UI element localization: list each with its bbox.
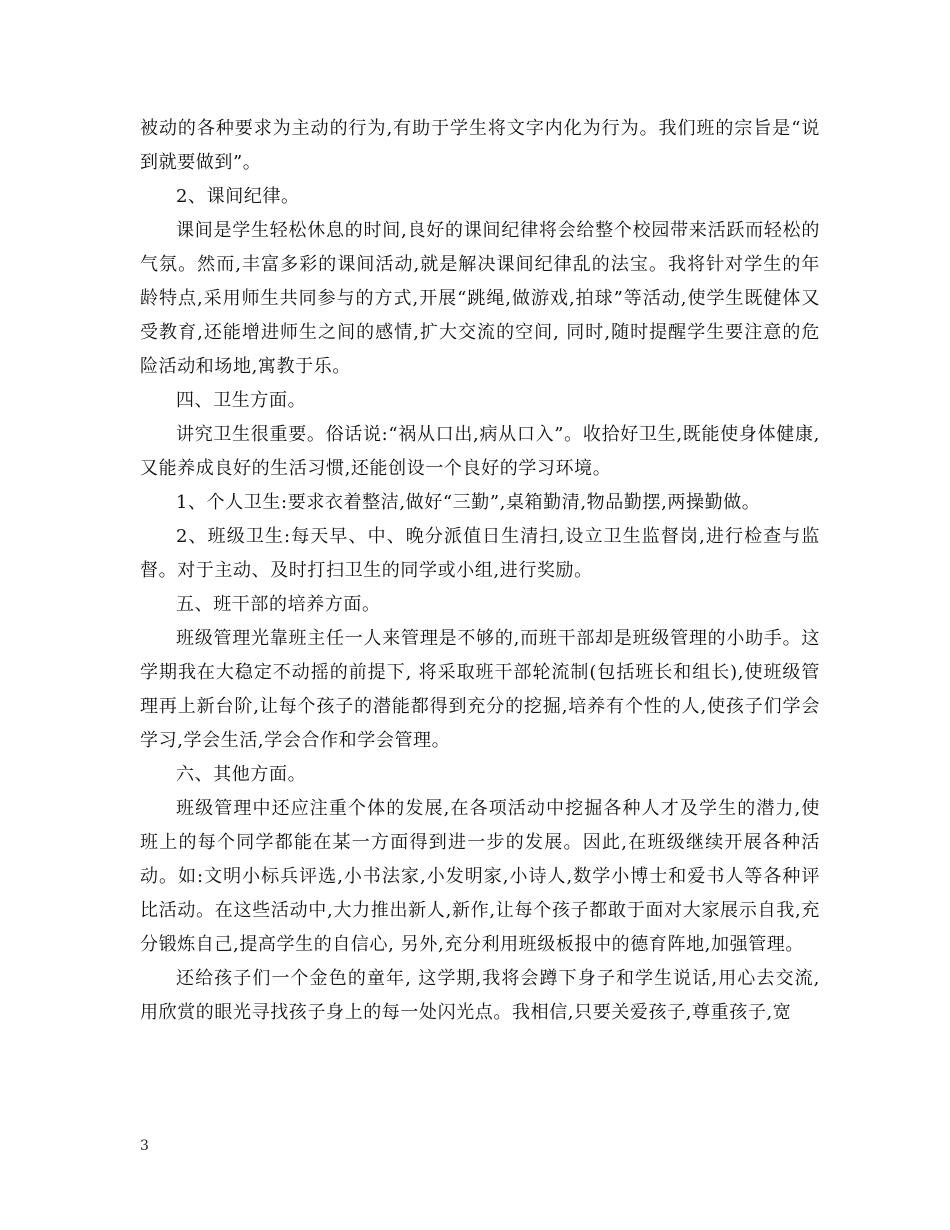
paragraph: 1、个人卫生:要求衣着整洁,做好“三勤”,桌箱勤清,物品勤摆,两操勤做。 xyxy=(176,492,761,513)
body-text xyxy=(140,112,820,1030)
paragraph: 讲究卫生很重要。俗话说:“祸从口出,病从口入”。收拾好卫生,既能使身体健康,又能养成良好的生活习惯,还能创设一个良好的学习环境。 xyxy=(140,424,820,479)
paragraph: 还给孩子们一个金色的童年, 这学期,我将会蹲下身子和学生说话,用心去交流,用欣赏的眼光寻找孩子身上的每一处闪光点。我相信,只要关爱孩子,尊重孩子,宽 xyxy=(140,968,820,1023)
section-heading: 六、其他方面。 xyxy=(176,764,307,785)
paragraph: 2、班级卫生:每天早、中、晚分派值日生清扫,设立卫生监督岗,进行检查与监督。对于主动、及时打扫卫生的同学或小组,进行奖励。 xyxy=(140,526,820,581)
section-heading: 五、班干部的培养方面。 xyxy=(176,594,381,615)
section-heading: 四、卫生方面。 xyxy=(176,390,307,411)
paragraph: 班级管理光靠班主任一人来管理是不够的,而班干部却是班级管理的小助手。这学期我在大稳定不动摇的前提下, 将采取班干部轮流制(包括班长和组长),使班级管理再上新台阶,让每个孩子的潜能都得到充分的挖掘,培养有个性的人,使孩子们学会学习,学会生活,学会合作和学会管理。 xyxy=(140,628,820,751)
paragraph: 班级管理中还应注重个体的发展,在各项活动中挖掘各种人才及学生的潜力,使班上的每个同学都能在某一方面得到进一步的发展。因此,在班级继续开展各种活动。如:文明小标兵评选,小书法家,小发明家,小诗人,数学小博士和爱书人等各种评比活动。在这些活动中,大力推出新人,新作,让每个孩子都敢于面对大家展示自我,充分锻炼自己,提高学生的自信心, 另外,充分利用班级板报中的德育阵地,加强管理。 xyxy=(140,798,820,955)
paragraph: 课间是学生轻松休息的时间,良好的课间纪律将会给整个校园带来活跃而轻松的气氛。然而,丰富多彩的课间活动,就是解决课间纪律乱的法宝。我将针对学生的年龄特点,采用师生共同参与的方式,开展“跳绳,做游戏,拍球”等活动,使学生既健体又受教育,还能增进师生之间的感情,扩大交流的空间, 同时,随时提醒学生要注意的危险活动和场地,寓教于乐。 xyxy=(140,220,820,377)
paragraph: 被动的各种要求为主动的行为,有助于学生将文字内化为行为。我们班的宗旨是“说到就要做到”。 xyxy=(140,118,820,173)
paragraph: 2、课间纪律。 xyxy=(176,186,300,207)
page-number: 3 xyxy=(140,1138,149,1154)
